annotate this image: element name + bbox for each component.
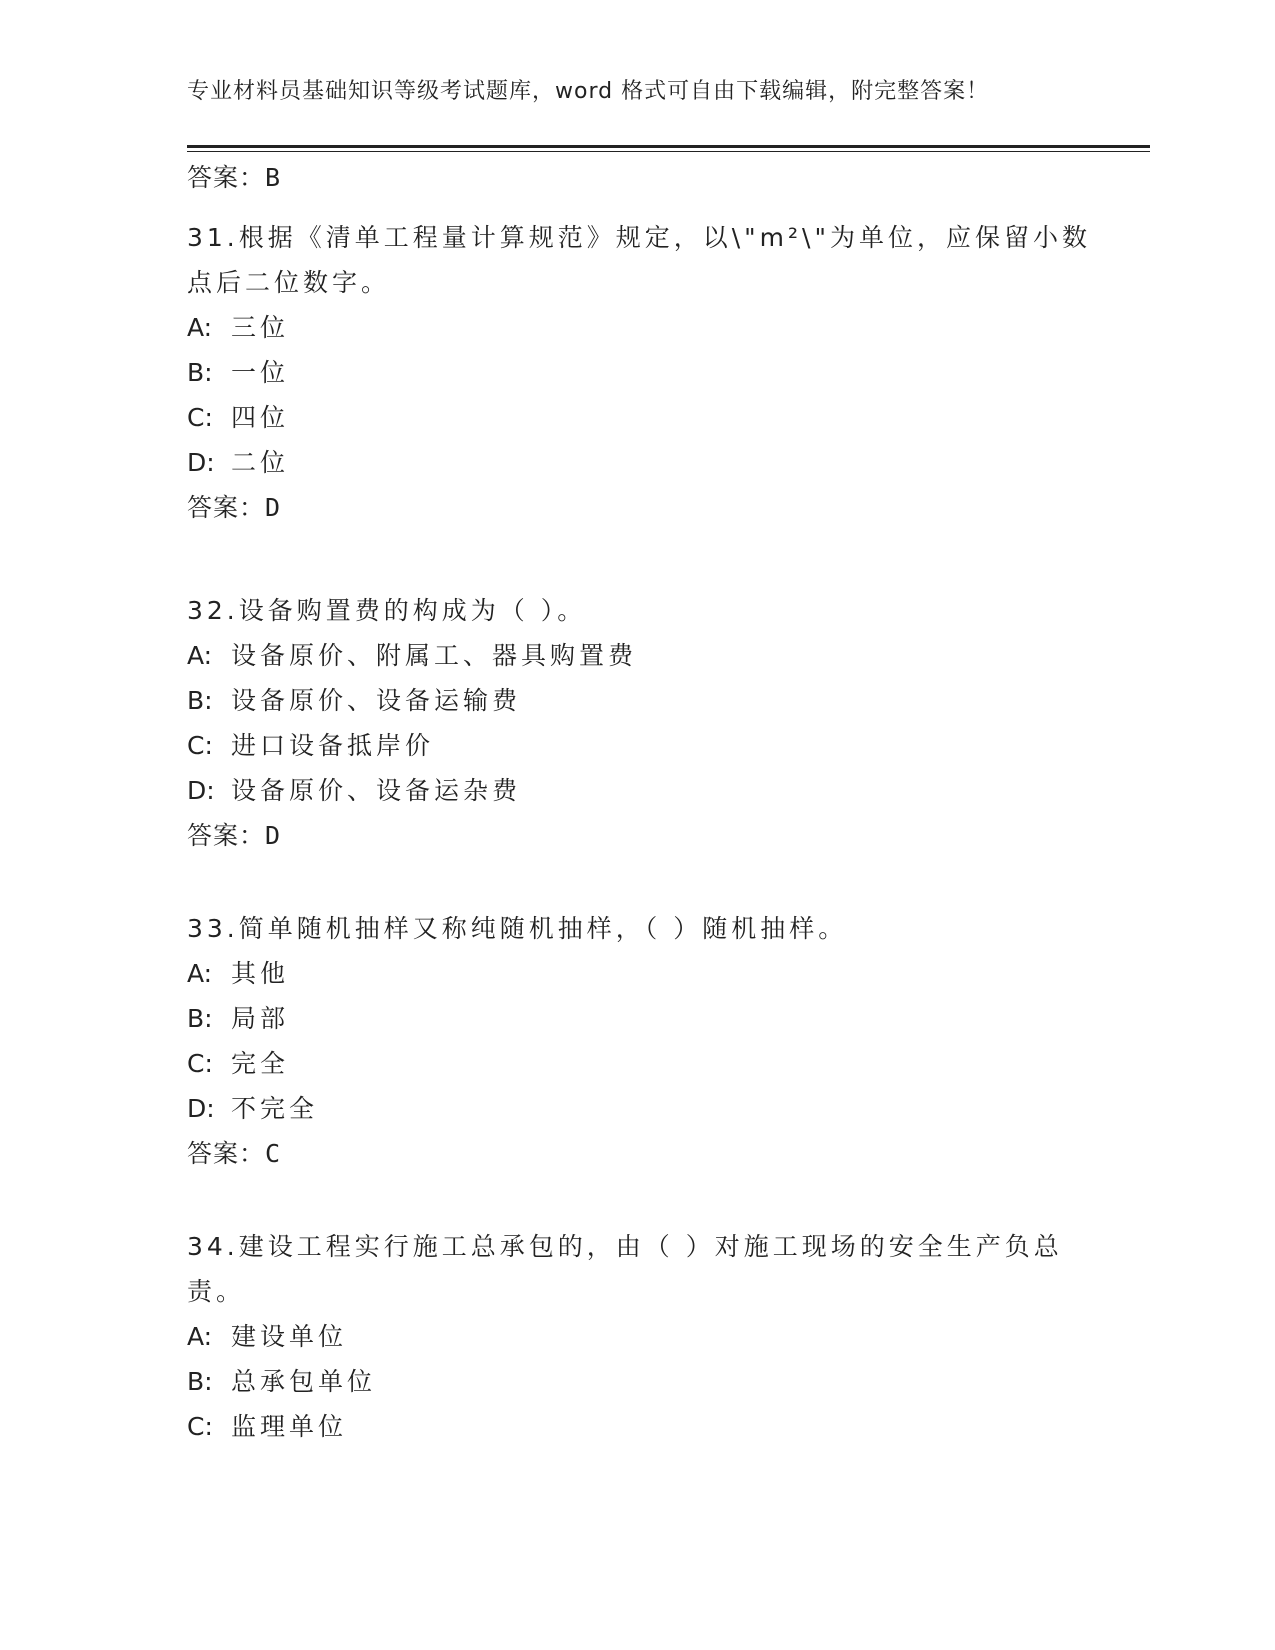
option-text: 设备原价、附属工、器具购置费 [231,641,638,670]
option-letter: B: [187,1004,213,1033]
option-letter: D: [187,1094,215,1123]
question-text-line: 33.简单随机抽样又称纯随机抽样，（ ）随机抽样。 [187,914,848,943]
option-c [187,1404,1087,1449]
question-text-line: 34.建设工程实行施工总承包的，由（ ）对施工现场的安全生产负总 [187,1232,1063,1261]
option-c [187,395,1087,440]
option-text: 监理单位 [231,1412,348,1441]
answer-value: C [265,1139,282,1168]
option-a [187,951,1087,996]
option-text: 完全 [231,1049,290,1078]
answer-value: D [265,493,282,522]
question-text-line: 32.设备购置费的构成为（ ）。 [187,596,587,625]
question-33 [187,906,1087,1176]
option-c [187,723,1087,768]
answer-value: D [265,821,282,850]
option-a [187,1314,1087,1359]
option-letter: A: [187,641,213,670]
option-letter: A: [187,313,213,342]
answer-label: 答案： [187,163,266,192]
question-text-line: 31.根据《清单工程量计算规范》规定，以\"m²\"为单位，应保留小数 [187,223,1091,252]
option-letter: A: [187,1322,213,1351]
option-text: 二位 [231,448,290,477]
option-text: 四位 [231,403,290,432]
option-letter: D: [187,776,215,805]
answer-line [187,155,1087,200]
option-d [187,1086,1087,1131]
question-text-line: 责。 [187,1277,246,1306]
option-text: 进口设备抵岸价 [231,731,435,760]
option-a [187,633,1087,678]
option-a [187,305,1087,350]
answer-value: B [265,163,282,192]
option-b [187,350,1087,395]
page-header: 专业材料员基础知识等级考试题库，word 格式可自由下载编辑，附完整答案！ [187,79,990,104]
option-text: 一位 [231,358,290,387]
question-34 [187,1224,1087,1449]
option-letter: C: [187,1412,213,1441]
option-text: 总承包单位 [231,1367,377,1396]
option-text: 其他 [231,959,290,988]
top-answer [187,155,1087,200]
option-d [187,768,1087,813]
answer-label: 答案： [187,821,266,850]
option-letter: A: [187,959,213,988]
option-letter: D: [187,448,215,477]
option-letter: C: [187,1049,213,1078]
question-text-line: 点后二位数字。 [187,268,391,297]
answer-label: 答案： [187,493,266,522]
option-letter: C: [187,403,213,432]
option-text: 设备原价、设备运输费 [231,686,522,715]
answer-label: 答案： [187,1139,266,1168]
header-rule-thick [187,145,1150,148]
question-31 [187,215,1091,530]
option-text: 建设单位 [231,1322,348,1351]
option-text: 三位 [231,313,290,342]
option-letter: B: [187,1367,213,1396]
option-letter: C: [187,731,213,760]
option-b [187,1359,1087,1404]
option-letter: B: [187,358,213,387]
option-text: 设备原价、设备运杂费 [231,776,522,805]
question-32 [187,588,1087,858]
option-d [187,440,1087,485]
option-c [187,1041,1087,1086]
option-b [187,996,1087,1041]
answer-line [187,813,1087,858]
answer-line [187,485,1087,530]
option-letter: B: [187,686,213,715]
option-text: 局部 [231,1004,290,1033]
answer-line [187,1131,1087,1176]
option-text: 不完全 [231,1094,319,1123]
option-b [187,678,1087,723]
header-rule-thin [187,151,1150,152]
